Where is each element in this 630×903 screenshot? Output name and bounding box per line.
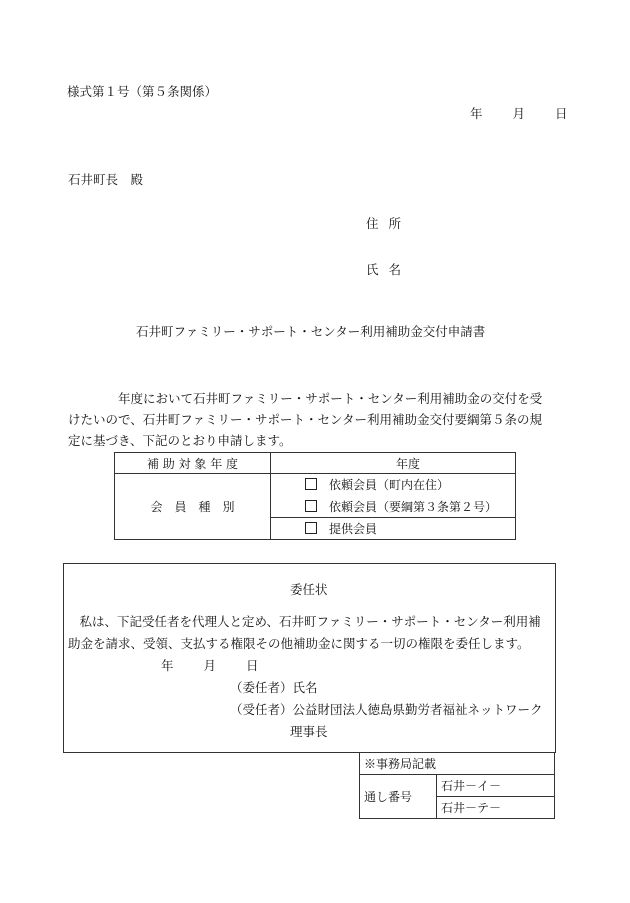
- delegatee-label: （受任者）公益財団法人徳島県勤労者福祉ネットワーク: [230, 702, 543, 717]
- checkbox-provider[interactable]: [305, 522, 317, 534]
- delegation-box: [63, 563, 556, 753]
- addressee: 石井町長 殿: [68, 172, 144, 187]
- member-option-row: [271, 474, 516, 496]
- serial-number-label: 通し番号: [360, 775, 437, 819]
- delegation-date-year: 年: [161, 658, 174, 673]
- delegation-date-month: 月: [203, 658, 217, 673]
- serial-number-2: 石井－テ－: [437, 797, 555, 819]
- checkbox-requester-resident[interactable]: [305, 478, 317, 490]
- date-year: 年: [470, 106, 483, 121]
- checkbox-requester-article3[interactable]: [305, 500, 317, 512]
- application-body: [68, 388, 566, 451]
- name-label: 氏 名: [366, 262, 401, 277]
- delegatee-title: 理事長: [290, 724, 328, 739]
- body-line-1: 年度において石井町ファミリー・サポート・センター利用補助金の交付を受: [68, 391, 543, 406]
- delegation-date: [161, 656, 259, 674]
- date-month: 月: [512, 106, 526, 121]
- delegator-label: （委任者）氏名: [230, 680, 318, 695]
- member-option-row: [271, 496, 516, 518]
- option-label: 提供会員: [329, 522, 378, 536]
- subsidy-year-label: 補 助 対 象 年 度: [115, 453, 271, 474]
- application-date: [470, 104, 568, 122]
- option-label: 依頼会員（町内在住）: [329, 478, 450, 493]
- office-use-header: ※事務局記載: [360, 753, 555, 775]
- body-line-2: けたいので、石井町ファミリー・サポート・センター利用補助金交付要綱第５条の規: [68, 412, 543, 427]
- delegation-date-day: 日: [246, 658, 259, 673]
- delegation-line-1: 私は、下記受任者を代理人と定め、石井町ファミリー・サポート・センター利用補: [67, 614, 541, 629]
- date-day: 日: [555, 106, 568, 121]
- delegation-line-2: 助金を請求、受領、支払する権限その他補助金に関する一切の権限を委任します。: [68, 636, 530, 651]
- subsidy-table: [114, 452, 516, 540]
- subsidy-year-value: 年度: [271, 453, 516, 474]
- serial-number-1: 石井－イ－: [437, 775, 555, 797]
- address-label: 住 所: [366, 216, 401, 231]
- member-type-label: 会 員 種 別: [115, 474, 271, 540]
- body-line-3: 定に基づき、下記のとおり申請します。: [68, 433, 292, 448]
- document-title: 石井町ファミリー・サポート・センター利用補助金交付申請書: [136, 324, 486, 339]
- member-option-row: [271, 518, 516, 540]
- office-use-table: [359, 752, 555, 819]
- form-number: 様式第１号（第５条関係）: [67, 84, 218, 99]
- delegation-title: 委任状: [290, 582, 328, 597]
- option-label: 依頼会員（要綱第３条第２号）: [329, 499, 498, 514]
